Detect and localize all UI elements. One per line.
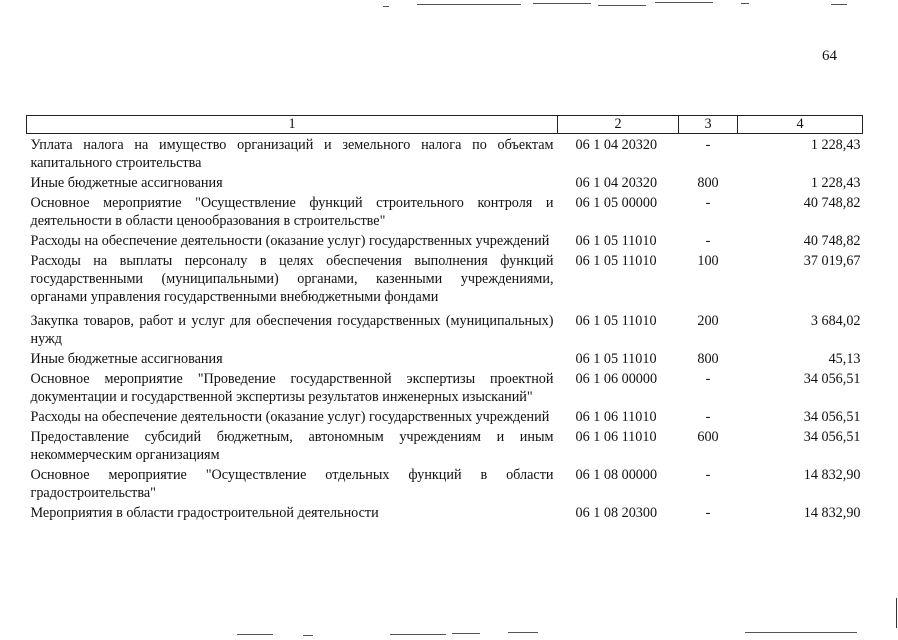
row-amount: 40 748,82 xyxy=(803,233,861,249)
row-amount: 40 748,82 xyxy=(803,195,861,211)
header-col-3: 3 xyxy=(679,116,738,134)
row-code: 06 1 05 11010 xyxy=(575,313,657,329)
row-code: 06 1 08 20300 xyxy=(575,505,658,521)
row-code: 06 1 05 00000 xyxy=(575,195,658,211)
row-type: - xyxy=(705,409,711,425)
row-amount: 34 056,51 xyxy=(803,409,861,425)
row-amount: 14 832,90 xyxy=(803,467,861,483)
row-type: - xyxy=(705,195,711,211)
row-code: 06 1 05 11010 xyxy=(575,351,657,367)
table-header-row xyxy=(27,116,863,134)
scan-artifact-top-2 xyxy=(417,4,521,5)
table-row xyxy=(27,192,863,230)
table-row xyxy=(27,172,863,192)
row-description: Расходы на обеспечение деятельности (оказание услуг) государственных учреждений xyxy=(30,233,550,249)
row-description: Закупка товаров, работ и услуг для обеспечения государственных (муниципальных) нужд xyxy=(30,313,554,347)
row-type: 800 xyxy=(697,351,719,367)
scan-artifact-top-5 xyxy=(655,2,713,3)
table-row xyxy=(27,368,863,406)
row-description: Расходы на обеспечение деятельности (оказание услуг) государственных учреждений xyxy=(30,409,550,425)
row-type: 200 xyxy=(697,313,719,329)
row-type: 600 xyxy=(697,429,719,445)
table-row xyxy=(27,464,863,502)
row-type: - xyxy=(705,233,711,249)
row-amount: 45,13 xyxy=(828,351,861,367)
table-row xyxy=(27,134,863,173)
scan-artifact-bottom-6 xyxy=(745,632,857,633)
row-description: Предоставление субсидий бюджетным, автономным учреждениям и иным некоммерческим организациям xyxy=(30,429,554,463)
page-number: 64 xyxy=(822,48,837,64)
scan-artifact-bottom-1 xyxy=(237,634,273,635)
row-type: 800 xyxy=(697,175,719,191)
row-amount: 3 684,02 xyxy=(810,313,861,329)
row-amount: 37 019,67 xyxy=(803,253,861,269)
row-code: 06 1 06 11010 xyxy=(575,429,657,445)
scan-artifact-top-7 xyxy=(831,4,847,5)
row-type: - xyxy=(705,467,711,483)
row-description: Уплата налога на имущество организаций и земельного налога по объектам капитального строительства xyxy=(30,137,554,171)
header-col-1: 1 xyxy=(27,116,558,134)
row-type: - xyxy=(705,505,711,521)
table-row xyxy=(27,502,863,522)
row-description: Мероприятия в области градостроительной деятельности xyxy=(30,505,379,521)
row-code: 06 1 05 11010 xyxy=(575,233,657,249)
table-row xyxy=(27,230,863,250)
row-amount: 1 228,43 xyxy=(810,137,861,153)
table-row xyxy=(27,250,863,306)
scan-artifact-top-6 xyxy=(741,3,749,4)
row-code: 06 1 06 11010 xyxy=(575,409,657,425)
row-amount: 34 056,51 xyxy=(803,371,861,387)
row-code: 06 1 04 20320 xyxy=(575,175,658,191)
row-type: - xyxy=(705,371,711,387)
row-type: 100 xyxy=(697,253,719,269)
row-type: - xyxy=(705,137,711,153)
scan-artifact-bottom-4 xyxy=(452,633,480,634)
row-description: Иные бюджетные ассигнования xyxy=(30,175,223,191)
scan-artifact-top-3 xyxy=(533,3,591,4)
row-amount: 34 056,51 xyxy=(803,429,861,445)
row-code: 06 1 06 00000 xyxy=(575,371,658,387)
row-code: 06 1 04 20320 xyxy=(575,137,658,153)
row-description: Иные бюджетные ассигнования xyxy=(30,351,223,367)
scan-artifact-bottom-2 xyxy=(303,635,313,636)
row-description: Расходы на выплаты персоналу в целях обеспечения выполнения функций государственными (муниципальными) органами, казенными учреждениями, органами управления государственными внебюджетными фондами xyxy=(30,253,554,305)
row-description: Основное мероприятие "Осуществление функций строительного контроля и деятельности в области ценообразования в строительстве" xyxy=(30,195,554,229)
row-amount: 1 228,43 xyxy=(810,175,861,191)
row-code: 06 1 08 00000 xyxy=(575,467,658,483)
row-description: Основное мероприятие "Осуществление отдельных функций в области градостроительства" xyxy=(30,467,554,501)
header-col-4: 4 xyxy=(738,116,863,134)
row-code: 06 1 05 11010 xyxy=(575,253,657,269)
row-amount: 14 832,90 xyxy=(803,505,861,521)
table-row xyxy=(27,426,863,464)
table-row xyxy=(27,348,863,368)
scan-artifact-top-1 xyxy=(383,6,389,7)
scan-artifact-bottom-3 xyxy=(390,634,446,635)
scan-artifact-top-4 xyxy=(598,5,646,6)
row-description: Основное мероприятие "Проведение государственной экспертизы проектной документации и государственной экспертизы результатов инженерных изысканий" xyxy=(30,371,554,405)
budget-table xyxy=(26,115,863,522)
scan-artifact-side xyxy=(896,598,897,628)
table-row xyxy=(27,406,863,426)
scan-artifact-bottom-5 xyxy=(508,632,538,633)
table-row xyxy=(27,306,863,348)
header-col-2: 2 xyxy=(558,116,679,134)
